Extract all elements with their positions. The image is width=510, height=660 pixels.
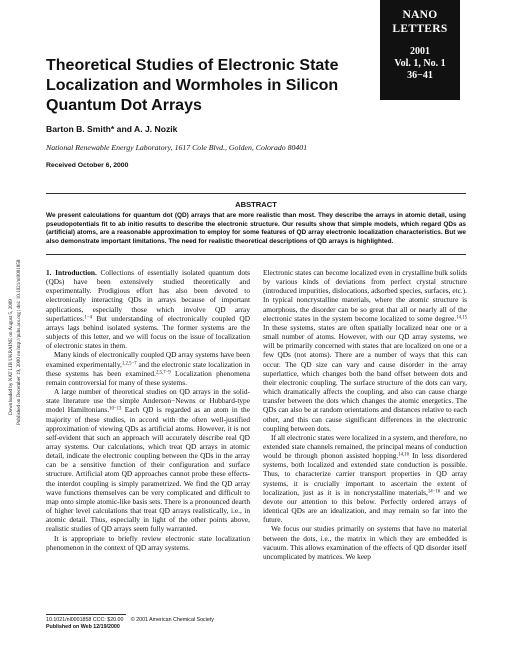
paragraph xyxy=(46,350,250,387)
article-authors: Barton B. Smith* and A. J. Nozik xyxy=(46,124,178,134)
journal-volume: Vol. 1, No. 1 xyxy=(394,58,446,69)
abstract-heading: ABSTRACT xyxy=(235,200,277,209)
citation: 14−16 xyxy=(427,489,441,495)
abstract-top-rule xyxy=(46,193,466,194)
paragraph-text: and we devote our attention to this below. Perfectly ordered arrays of identical QDs are an idealization, and may remain so far into the future. xyxy=(263,487,468,525)
body-column-left xyxy=(46,268,250,552)
paragraph-text: and the electronic state localization in these systems has been examined. xyxy=(46,359,250,378)
paragraph-text: But understanding of electronically coupled QD arrays lags behind isolated systems. The former systems are the subjects of this letter, and we will focus on the issue of localization of electronic states in them. xyxy=(46,313,250,351)
download-sidebar xyxy=(2,220,30,425)
abstract-text: We present calculations for quantum dot (QD) arrays that are more realistic than most. They describe the arrays in atomic detail, using pseudopotentials fit to ab initio results to describe the electronic structure. Our results show that simple models, which regard QDs as (artificial) atoms, are a reasonable approximation to employ for some features of QD array electronic localization characteristics. But we also demonstrate important limitations. The need for realistic theoretical descriptions of QD arrays is highlighted. xyxy=(46,212,466,245)
paragraph: It is appropriate to briefly review electronic state localization phenomenon in the context of QD array systems. xyxy=(46,533,250,552)
paragraph xyxy=(263,433,467,525)
sidebar-downloaded: Downloaded by NAT LIB UKRAINE on August 5, 2009 xyxy=(8,299,14,415)
paragraph-text: Many kinds of electronically coupled QD array systems have been examined experimentally, xyxy=(46,350,250,369)
abstract-bottom-rule xyxy=(46,254,466,255)
sidebar-published: Published on December 19, 2000 on http://pubs.acs.org | doi: 10.1021/nl0001858 xyxy=(16,259,22,425)
paragraph-text: Collections of essentially isolated quantum dots (QDs) have been extensively studied theoretically and experimentally. Prodigious effort has also been devoted to electronically interacting QDs in arrays because of important applications, especially those which involve QD array superlattices. xyxy=(46,268,250,323)
paragraph: We focus our studies primarily on systems that have no material between the dots, i.e., the matrix in which they are embedded is vacuum. This allows examination of the effects of QD disorder itself uncomplicated by matrices. We keep xyxy=(263,524,467,561)
journal-name-line2: LETTERS xyxy=(392,23,448,35)
paragraph xyxy=(263,268,467,433)
paragraph xyxy=(46,268,250,350)
paragraph xyxy=(46,387,250,534)
paragraph-text: In these systems, states are often spatially localized near one or a small number of atoms. However, with our QD array systems, we will be primarily concerned with states that are localized on one or a few QDs (not atoms). There are a number of ways that this can occur. The QD size can vary and cause disorder in the array superlattice, which changes both the band offset between dots and their electronic coupling. The surface structure of the dots can vary, which dramatically affects the coupling, and also can cause charge transfer between the dots which changes the atomic energetics. The QDs can also be at random orientations and distances relative to each other, and this can cause significant differences in the electronic coupling between dots. xyxy=(263,322,467,433)
section-heading: 1. Introduction. xyxy=(46,268,97,277)
paragraph-text: In less disordered systems, both localized and extended state conduction is possible. Thus, to characterize carrier transport properties in QD array systems, it is crucially important to ascertain the extent of localization, just as it is in noncrystalline materials, xyxy=(263,451,467,497)
journal-name xyxy=(380,8,460,36)
paragraph-text: If all electronic states were localized in a system, and therefore, no extended state channels remained, the principal means of conduction would be through phonon assisted hopping. xyxy=(263,432,467,461)
citation: 10−13 xyxy=(109,406,122,412)
citation: 1,2,5−7 xyxy=(121,360,137,366)
paragraph-text: A large number of theoretical studies on QD arrays in the solid-state literature use the simple Anderson−Newns or Hubbard-type model Hamiltonians. xyxy=(46,387,250,415)
paragraph-text: Localization phenomena remain controversial for many of these systems. xyxy=(46,368,250,387)
journal-name-line1: NANO xyxy=(402,9,438,21)
citation: 2,5,7−9 xyxy=(155,370,171,376)
footer-doi: 10.1021/nl0001858 CCC: $20.00 © 2001 American Chemical Society xyxy=(46,617,214,623)
journal-badge xyxy=(380,0,460,100)
footer-published: Published on Web 12/19/2000 xyxy=(46,624,120,630)
article-affiliation: National Renewable Energy Laboratory, 1617 Cole Blvd., Golden, Colorado 80401 xyxy=(46,143,308,152)
journal-year: 2001 xyxy=(410,46,430,57)
paragraph-text: Each QD is regarded as an atom in the majority of these studies, in accord with the often well-justified approximation of viewing QDs as artificial atoms. However, it is not self-evident that such an approach will accurately describe real QD array systems. Our calculations, which treat QD arrays in atomic detail, indicate the electronic coupling between the QDs in the array can be a sensitive function of their configuration and surface structure. Artificial atom QD approaches cannot probe these effects- the interdot coupling is simply parametrized. We find the QD array wave functions themselves can be very complicated and difficult to map onto simple atomic-like basis sets. There is a pronounced dearth of higher level calculations that treat QD arrays realistically, i.e., in atomic detail. Thus, especially in light of the other points above, realistic studies of QD arrays seem fully warranted. xyxy=(46,405,250,534)
paragraph-text: Electronic states can become localized even in crystalline bulk solids by various kinds of deviations from perfect crystal structure (introduced impurities, dislocations, adsorbed species, surfaces, etc.). In typical noncrystalline materials, where the atomic structure is amorphous, the disorder can be so great that all or nearly all of the electronic states in the system become localized to some degree. xyxy=(263,268,467,323)
body-column-right xyxy=(263,268,467,561)
article-title: Theoretical Studies of Electronic State Localization and Wormholes in Silicon Quantum Dot Arrays xyxy=(46,57,339,114)
citation: 14,16 xyxy=(398,452,410,458)
footer-rule xyxy=(46,614,126,615)
journal-pages: 36−41 xyxy=(407,70,433,81)
citation: 14,15 xyxy=(456,315,467,321)
page-footer xyxy=(46,617,250,631)
citation: 1−4 xyxy=(84,315,93,321)
received-date: Received October 6, 2000 xyxy=(46,162,129,169)
